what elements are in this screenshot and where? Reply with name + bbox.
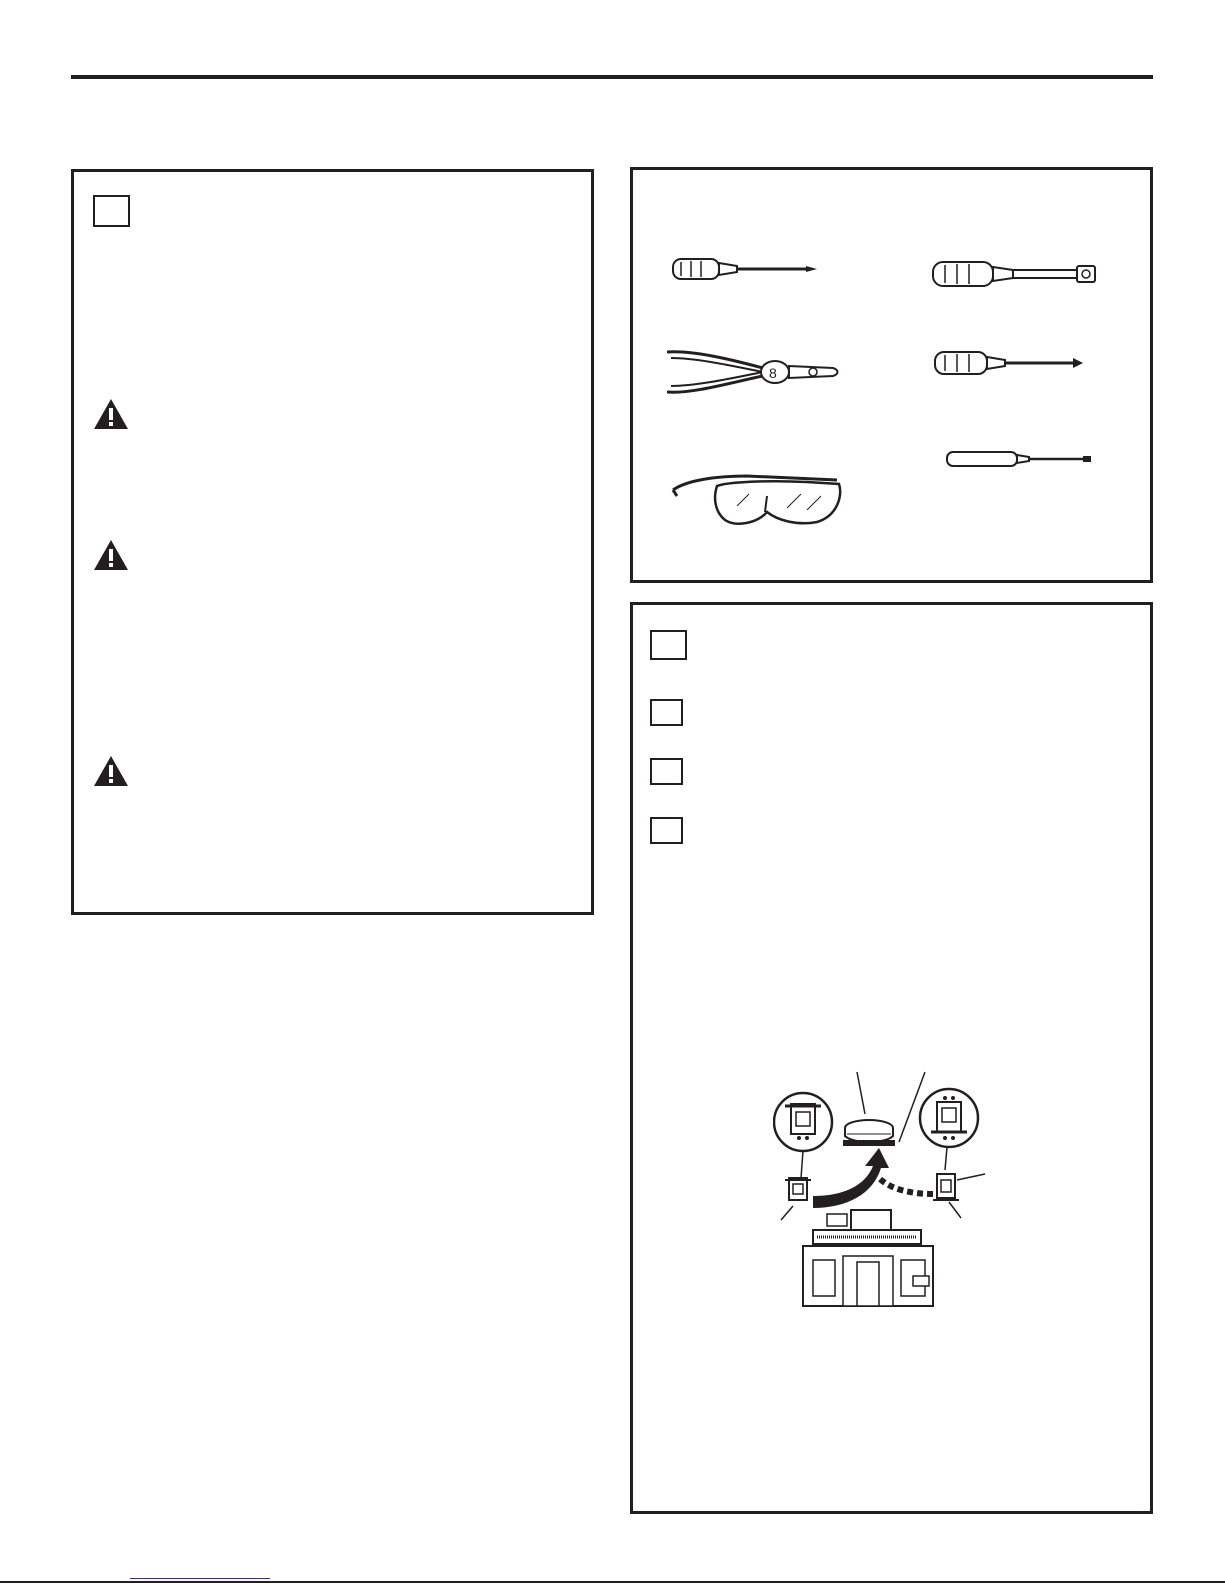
warning-triangle-icon <box>93 539 129 571</box>
nut-driver-icon <box>931 256 1101 290</box>
step-checkbox <box>650 630 687 660</box>
compressor-relay-overload-diagram <box>773 1070 1005 1320</box>
torx-screwdriver-icon <box>933 348 1093 378</box>
flat-blade-screwdriver-icon <box>945 448 1095 470</box>
header-rule <box>71 75 1153 79</box>
svg-text:8: 8 <box>769 365 777 381</box>
phillips-screwdriver-icon <box>671 254 821 284</box>
footer-rule <box>0 1581 1225 1583</box>
step-checkbox <box>650 758 683 785</box>
instructions-panel <box>71 169 594 915</box>
tools-panel <box>630 167 1153 583</box>
steps-panel <box>630 602 1153 1514</box>
safety-glasses-icon <box>667 456 847 536</box>
warning-triangle-icon <box>93 755 129 787</box>
warning-triangle-icon <box>93 398 129 430</box>
step-checkbox <box>93 195 130 227</box>
pliers-icon <box>663 344 843 400</box>
step-checkbox <box>650 699 683 726</box>
step-checkbox <box>650 817 683 844</box>
link-underline <box>130 1578 270 1579</box>
